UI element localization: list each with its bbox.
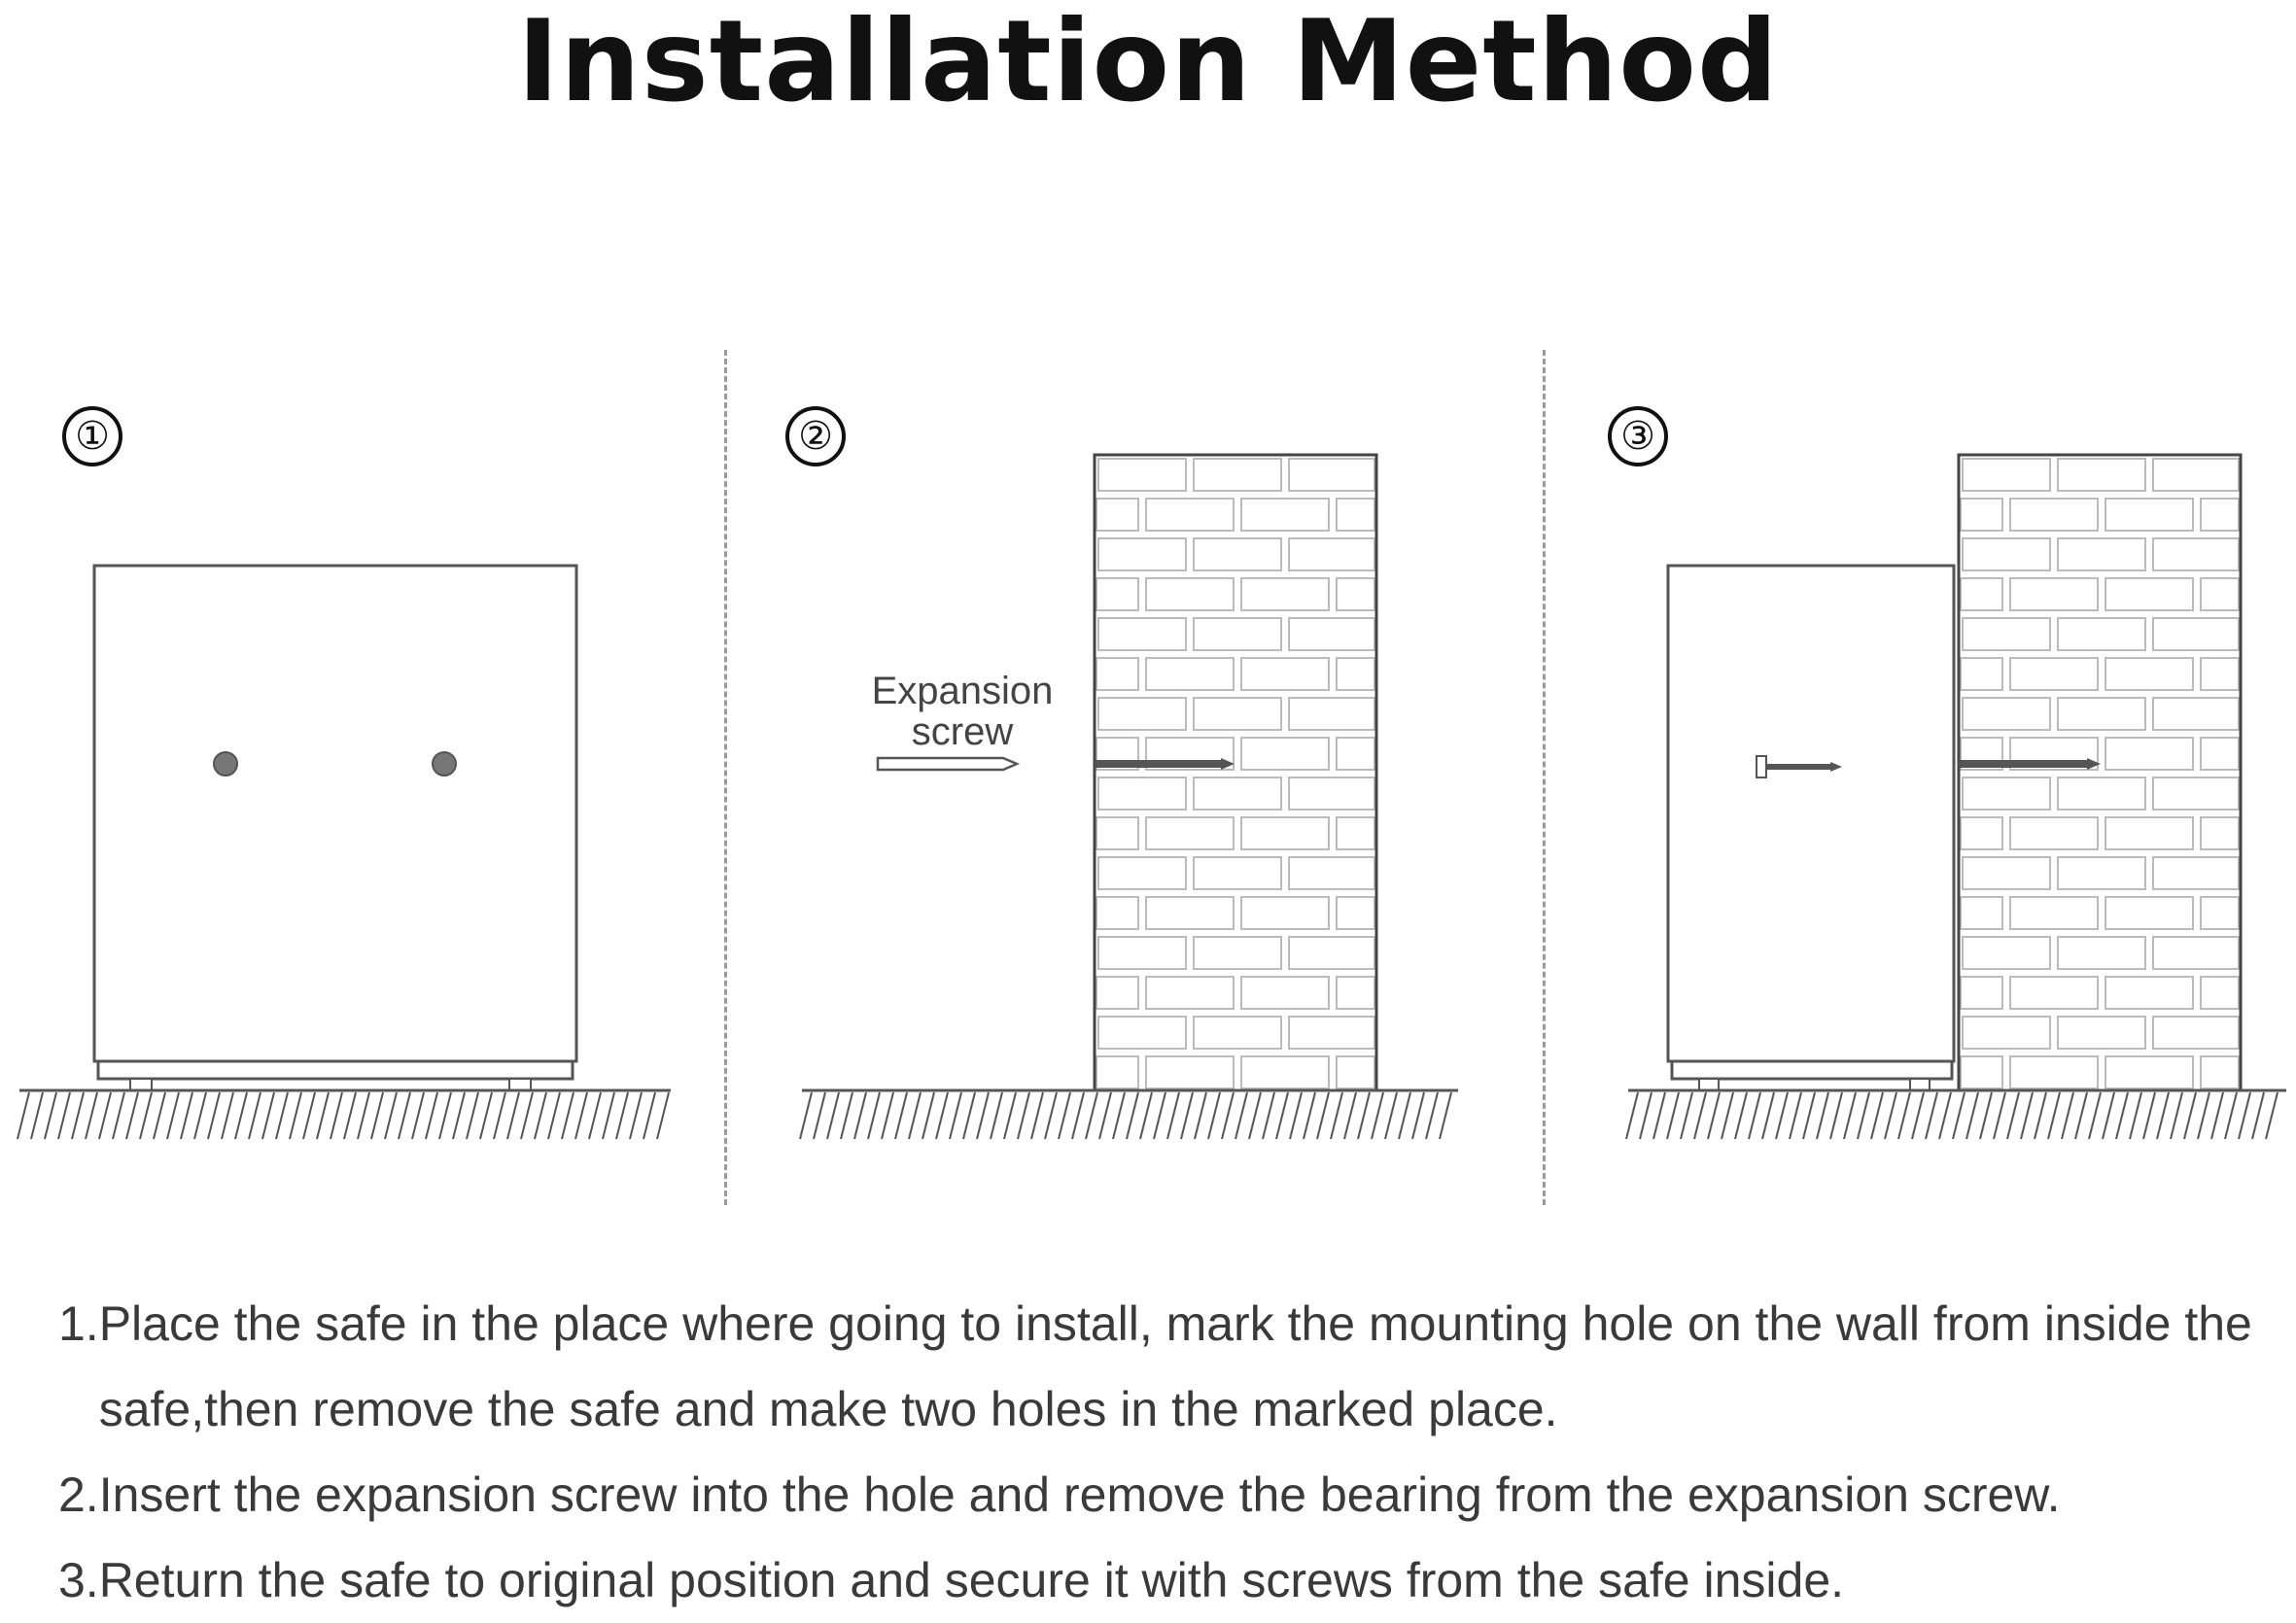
brick-wall <box>1959 455 2241 1090</box>
bolt-in-wall <box>1959 758 2101 770</box>
page-title: Installation Method <box>516 0 1780 127</box>
brick-wall <box>1095 455 1376 1090</box>
step-3-illustration <box>1594 389 2296 1186</box>
step-2-panel <box>778 389 1478 1186</box>
ground-hatch <box>800 1090 1458 1139</box>
instructions-list <box>58 1281 2255 1623</box>
instruction-2 <box>58 1452 2255 1537</box>
step-3-number: ③ <box>1608 406 1668 466</box>
bolt-in-wall <box>1095 758 1235 770</box>
instruction-3 <box>58 1537 2255 1623</box>
divider-1 <box>724 350 727 1205</box>
step-3-panel <box>1594 389 2296 1186</box>
mount-hole-left <box>214 752 237 776</box>
instruction-3-text: Return the safe to original position and secure it with screws from the safe inside. <box>98 1553 1845 1607</box>
instruction-1-number: 1. <box>58 1296 99 1351</box>
expansion-screw-label-line1: Expansion <box>871 670 1054 712</box>
instruction-3-number: 3. <box>58 1553 99 1607</box>
divider-2 <box>1543 350 1546 1205</box>
instruction-1 <box>58 1281 2255 1452</box>
expansion-screw-label-line2: screw <box>911 710 1014 753</box>
mount-hole-right <box>433 752 456 776</box>
step-1-illustration <box>0 389 700 1186</box>
safe-box-side <box>1668 566 1954 1090</box>
instruction-2-text: Insert the expansion screw into the hole and remove the bearing from the expansion screw. <box>98 1468 2061 1522</box>
ground-hatch <box>17 1090 671 1139</box>
step-1-panel <box>0 389 700 1186</box>
step-2-illustration <box>778 389 1478 1186</box>
instruction-2-number: 2. <box>58 1468 99 1522</box>
expansion-screw-icon <box>878 758 1017 770</box>
instruction-1-text: Place the safe in the place where going to install, mark the mounting hole on the wall from inside the safe,then remove the safe and make two holes in the marked place. <box>98 1296 2252 1436</box>
safe-box <box>94 566 576 1090</box>
ground-hatch <box>1626 1090 2286 1139</box>
step-1-number: ① <box>62 406 122 466</box>
step-2-number: ② <box>785 406 846 466</box>
